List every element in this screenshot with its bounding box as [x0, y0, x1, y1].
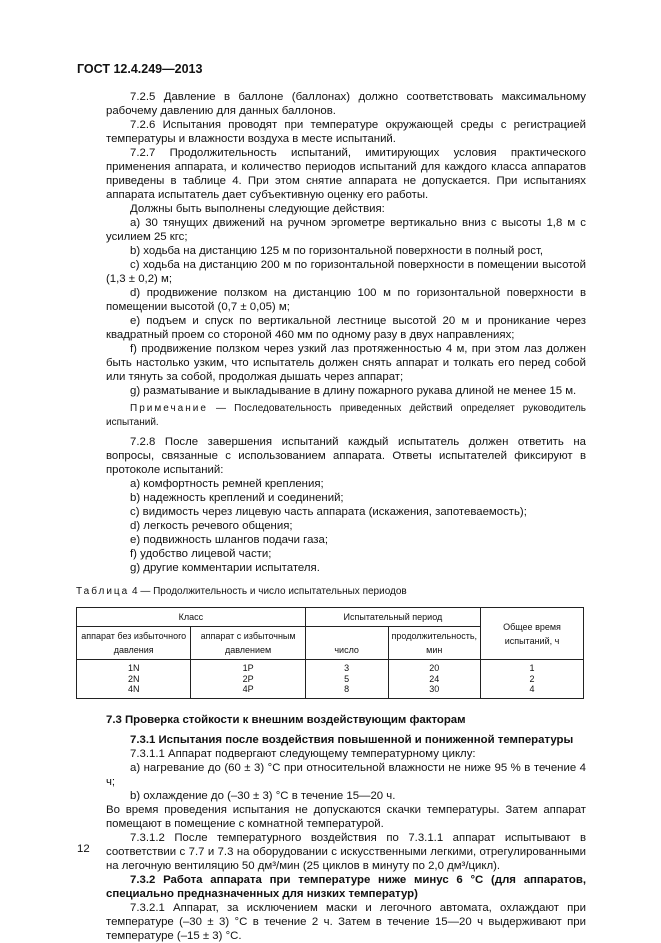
- table-caption: [76, 585, 586, 599]
- action-item: e) подъем и спуск по вертикальной лестнице высотой 20 м и проникание через квадратный проем со стороной 460 мм по одному разу в двух направлениях;: [106, 315, 586, 341]
- table-caption-text: 4 — Продолжительность и число испытательных периодов: [129, 586, 407, 597]
- paragraph-7-3-2-1: 7.3.2.1 Аппарат, за исключением маски и легочного автомата, охлаждают при температуре (–30 ± 3) °С в течение 2 ч. Затем в течение 15—20 ч выдерживают при температуре (–15 ± 3) °С.: [106, 901, 586, 942]
- note-label: Примечание: [130, 403, 208, 414]
- header-count: число: [305, 627, 388, 660]
- answer-item: e) подвижность шлангов подачи газа;: [130, 534, 329, 546]
- answer-item: f) удобство лицевой части;: [130, 548, 272, 560]
- actions-intro: Должны быть выполнены следующие действия:: [130, 203, 385, 215]
- temperature-jumps-paragraph: Во время проведения испытания не допускаются скачки температуры. Затем аппарат помещают в помещение с комнатной температурой.: [106, 803, 586, 830]
- table-caption-label: Таблица: [76, 586, 130, 597]
- answer-item: a) комфортность ремней крепления;: [130, 478, 324, 490]
- header-class: Класс: [77, 608, 306, 627]
- action-item: d) продвижение ползком на дистанцию 100 м по горизонтальной поверхности в помещении высотой (0,7 ± 0,05) м;: [106, 287, 586, 313]
- paragraph-7-2-7: 7.2.7 Продолжительность испытаний, имитирующих условия практического применения аппарата, и количество периодов испытаний для каждого класса аппаратов приведены в таблице 4. При этом снятие аппарата не допускается. При испытаниях аппарата испытатель дает субъективную оценку его работы.: [106, 147, 586, 201]
- cell-duration: 20 24 30: [388, 660, 481, 699]
- paragraph-7-2-5: 7.2.5 Давление в баллоне (баллонах) должно соответствовать максимальному рабочему давлению для данных баллонов.: [106, 91, 586, 117]
- answer-item: b) надежность креплений и соединений;: [130, 492, 344, 504]
- section-7-3-1-title: 7.3.1 Испытания после воздействия повышенной и пониженной температуры: [130, 733, 574, 746]
- note: [106, 402, 586, 430]
- answer-item: d) легкость речевого общения;: [130, 520, 293, 532]
- action-item: a) 30 тянущих движений на ручном эргометре вертикально вниз с высоты 1,8 м с усилием 25 кгс;: [106, 217, 586, 243]
- answer-item: c) видимость через лицевую часть аппарата (искажения, запотеваемость);: [130, 506, 527, 518]
- paragraph-7-3-1-1: 7.3.1.1 Аппарат подвергают следующему температурному циклу:: [130, 747, 476, 760]
- action-item: b) ходьба на дистанцию 125 м по горизонтальной поверхности в полный рост,: [130, 245, 544, 257]
- paragraph-7-2-8: 7.2.8 После завершения испытаний каждый испытатель должен ответить на вопросы, связанные с использованием аппарата. Ответы испытателей фиксируют в протоколе испытаний:: [106, 436, 586, 476]
- document-header: ГОСТ 12.4.249—2013: [77, 62, 203, 76]
- header-period: Испытательный период: [305, 608, 480, 627]
- cell-total-time: 1 2 4: [481, 660, 584, 699]
- action-item: f) продвижение ползком через узкий лаз протяженностью 4 м, при этом лаз должен быть настолько узким, что испытатель должен снять аппарат и толкать его перед собой или тянуть за собой, продолжая дышать через аппарат;: [106, 343, 586, 383]
- action-item: g) разматывание и выкладывание в длину пожарного рукава длиной не менее 15 м.: [130, 385, 577, 397]
- header-no-pressure: аппарат без избыточного давления: [77, 627, 191, 660]
- note-text: — Последовательность приведенных действий определяет руководитель испытаний.: [106, 403, 586, 428]
- cycle-item-a: a) нагревание до (60 ± 3) °С при относительной влажности не ниже 95 % в течение 4 ч;: [106, 761, 586, 788]
- paragraph-7-2-6: 7.2.6 Испытания проводят при температуре окружающей среды с регистрацией температуры и влажности воздуха в месте испытаний.: [106, 119, 586, 145]
- header-total-time: Общее время испытаний, ч: [481, 608, 584, 660]
- paragraph-7-3-1-2: 7.3.1.2 После температурного воздействия по 7.3.1.1 аппарат испытывают в соответствии с 7.7 и 7.3 на оборудовании с искусственными легкими, отрегулированными на легочную вентиляцию 50 дм³/мин (25 циклов в минуту по 2,0 дм³/цикл).: [106, 831, 586, 872]
- cycle-item-b: b) охлаждение до (–30 ± 3) °С в течение 15—20 ч.: [130, 789, 396, 802]
- section-7-3-title: 7.3 Проверка стойкости к внешним воздействующим факторам: [106, 713, 466, 726]
- action-item: c) ходьба на дистанцию 200 м по горизонтальной поверхности в помещении высотой (1,3 ± 0,2) м;: [106, 259, 586, 285]
- section-7-3-2-title: 7.3.2 Работа аппарата при температуре ниже минус 6 °С (для аппаратов, специально предназначенных для низких температур): [106, 873, 586, 900]
- cell-no-pressure: 1N 2N 4N: [77, 660, 191, 699]
- header-pressure: аппарат с избыточным давлением: [191, 627, 305, 660]
- cell-count: 3 5 8: [305, 660, 388, 699]
- header-duration: продолжительность, мин: [388, 627, 481, 660]
- answer-item: g) другие комментарии испытателя.: [130, 562, 320, 574]
- page-number: 12: [77, 843, 90, 855]
- test-periods-table: [76, 607, 584, 699]
- document-body: [76, 90, 586, 943]
- cell-pressure: 1P 2P 4P: [191, 660, 305, 699]
- table-row: [77, 660, 584, 699]
